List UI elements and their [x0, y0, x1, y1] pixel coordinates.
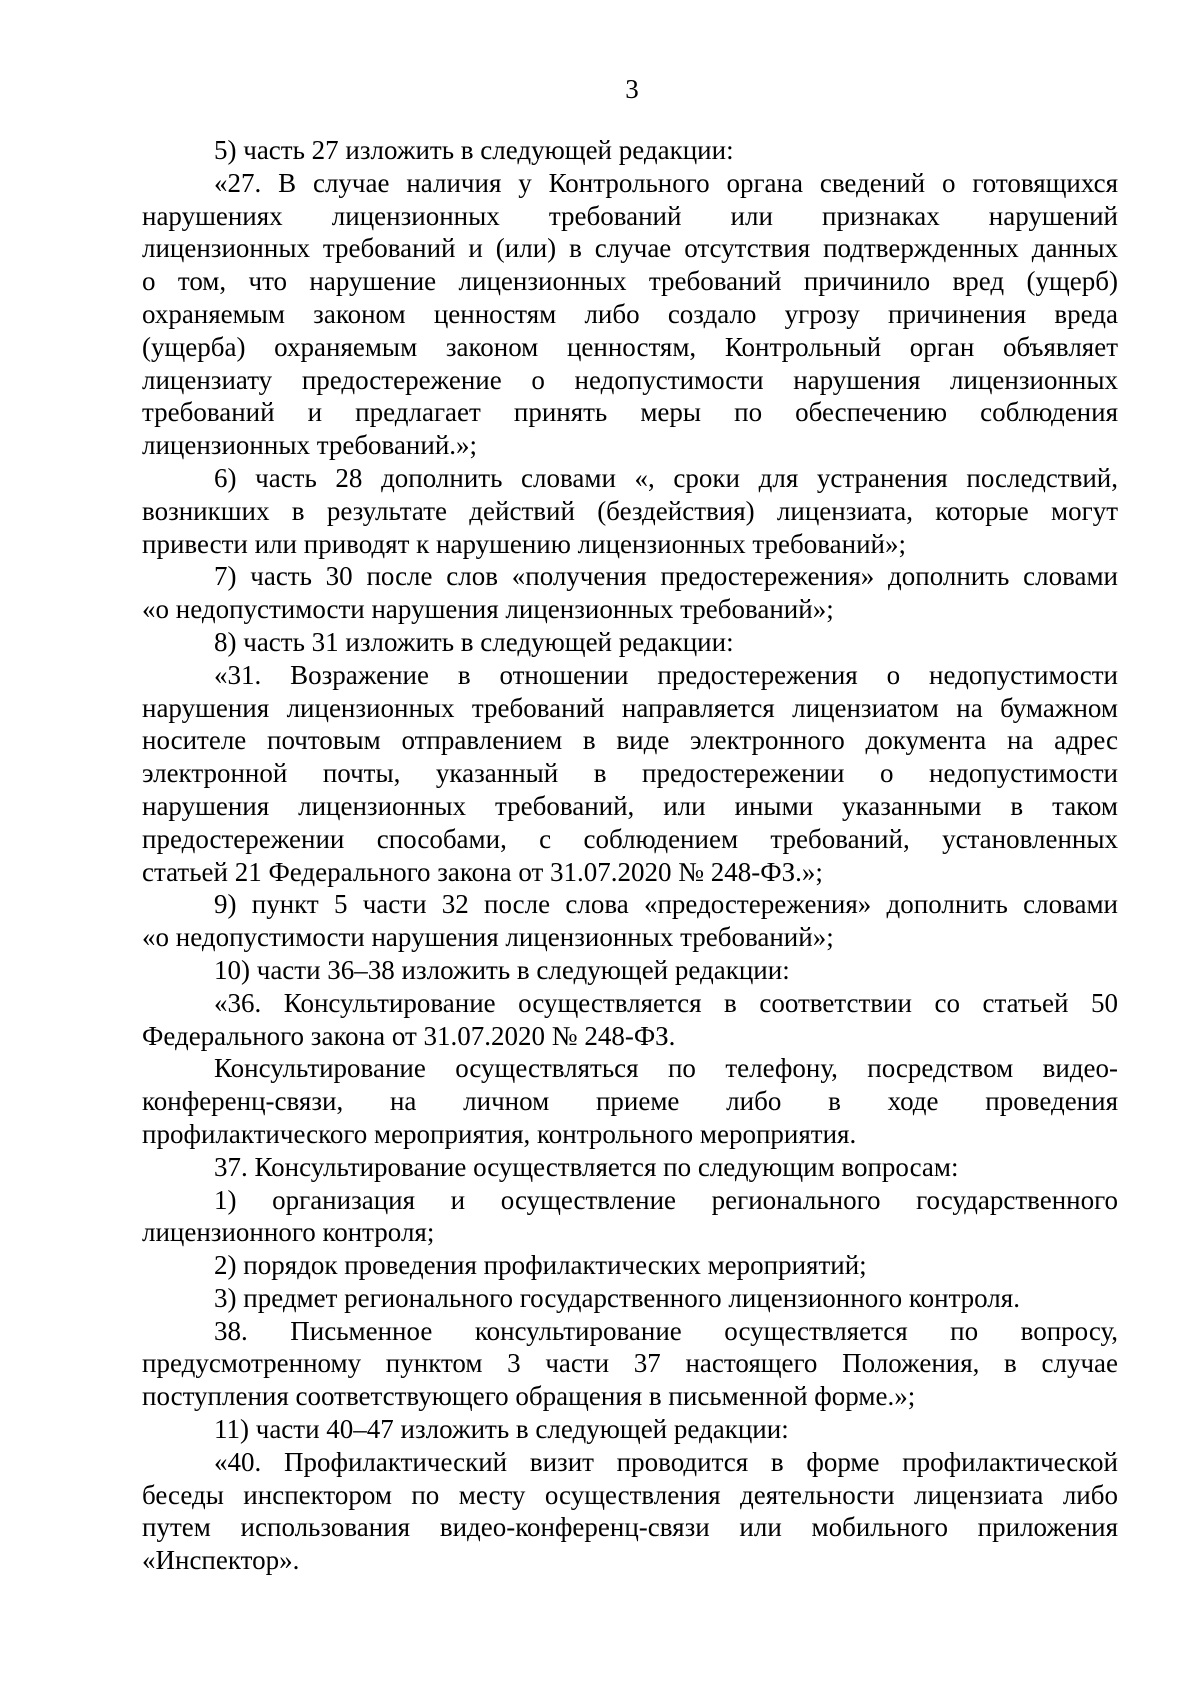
text-line: беседы инспектором по месту осуществления деятельности лицензиата либо [142, 1479, 1118, 1510]
text-line: 9) пункт 5 части 32 после слова «предостережения» дополнить словами [214, 889, 1118, 920]
text-line: носителе почтовым отправлением в виде электронного документа на адрес [142, 725, 1118, 756]
text-line: путем использования видео-конференц-связи или мобильного приложения [142, 1512, 1118, 1543]
text-line: статьей 21 Федерального закона от 31.07.2020 № 248-ФЗ.»; [142, 856, 823, 887]
text-line: предусмотренному пунктом 3 части 37 настоящего Положения, в случае [142, 1348, 1118, 1379]
text-line: «40. Профилактический визит проводится в форме профилактической [214, 1446, 1118, 1477]
text-line: лицензионного контроля; [142, 1217, 435, 1248]
text-line: охраняемым законом ценностям либо создало угрозу причинения вреда [142, 298, 1118, 329]
text-line: возникших в результате действий (бездействия) лицензиата, которые могут [142, 495, 1118, 526]
text-line: нарушения лицензионных требований, или иными указанными в таком [142, 790, 1118, 821]
text-line: 10) части 36–38 изложить в следующей редакции: [214, 954, 790, 985]
text-line: требований и предлагает принять меры по обеспечению соблюдения [142, 397, 1118, 428]
text-line: «31. Возражение в отношении предостережения о недопустимости [214, 659, 1118, 690]
text-line: привести или приводят к нарушению лицензионных требований»; [142, 528, 906, 559]
text-line: «36. Консультирование осуществляется в соответствии со статьей 50 [214, 987, 1118, 1018]
text-line: профилактического мероприятия, контрольного мероприятия. [142, 1118, 857, 1149]
text-line: «о недопустимости нарушения лицензионных требований»; [142, 594, 834, 625]
text-line: 3) предмет регионального государственного лицензионного контроля. [214, 1282, 1020, 1313]
text-line: электронной почты, указанный в предостережении о недопустимости [142, 758, 1118, 789]
text-line: конференц-связи, на личном приеме либо в ходе проведения [142, 1086, 1118, 1117]
text-line: (ущерба) охраняемым законом ценностям, Контрольный орган объявляет [142, 331, 1118, 362]
text-line: 7) часть 30 после слов «получения предостережения» дополнить словами [214, 561, 1118, 592]
text-line: лицензионных требований.»; [142, 430, 478, 461]
text-line: Федерального закона от 31.07.2020 № 248-ФЗ. [142, 1020, 676, 1051]
text-line: «Инспектор». [142, 1545, 300, 1576]
text-line: Консультирование осуществляться по телефону, посредством видео- [214, 1053, 1118, 1084]
text-line: лицензиату предостережение о недопустимости нарушения лицензионных [142, 364, 1118, 395]
text-line: 6) часть 28 дополнить словами «, сроки для устранения последствий, [214, 462, 1118, 493]
text-line: поступления соответствующего обращения в письменной форме.»; [142, 1381, 916, 1412]
text-line: 2) порядок проведения профилактических мероприятий; [214, 1250, 867, 1281]
text-line: лицензионных требований и (или) в случае отсутствия подтвержденных данных [142, 233, 1118, 264]
text-line: «о недопустимости нарушения лицензионных требований»; [142, 922, 834, 953]
text-line: 38. Письменное консультирование осуществляется по вопросу, [214, 1315, 1118, 1346]
text-line: о том, что нарушение лицензионных требований причинило вред (ущерб) [142, 266, 1118, 297]
text-line: «27. В случае наличия у Контрольного органа сведений о готовящихся [214, 167, 1118, 198]
text-line: нарушения лицензионных требований направляется лицензиатом на бумажном [142, 692, 1118, 723]
text-line: 5) часть 27 изложить в следующей редакции: [214, 135, 734, 165]
text-line: предостережении способами, с соблюдением требований, установленных [142, 823, 1118, 854]
document-body [142, 134, 1118, 1577]
text-line: нарушениях лицензионных требований или признаках нарушений [142, 200, 1118, 231]
page-number: 3 [625, 74, 639, 104]
text-line: 1) организация и осуществление регионального государственного [214, 1184, 1118, 1215]
text-line: 37. Консультирование осуществляется по следующим вопросам: [214, 1151, 959, 1182]
text-line: 8) часть 31 изложить в следующей редакции: [214, 626, 734, 657]
text-line: 11) части 40–47 изложить в следующей редакции: [214, 1414, 789, 1445]
